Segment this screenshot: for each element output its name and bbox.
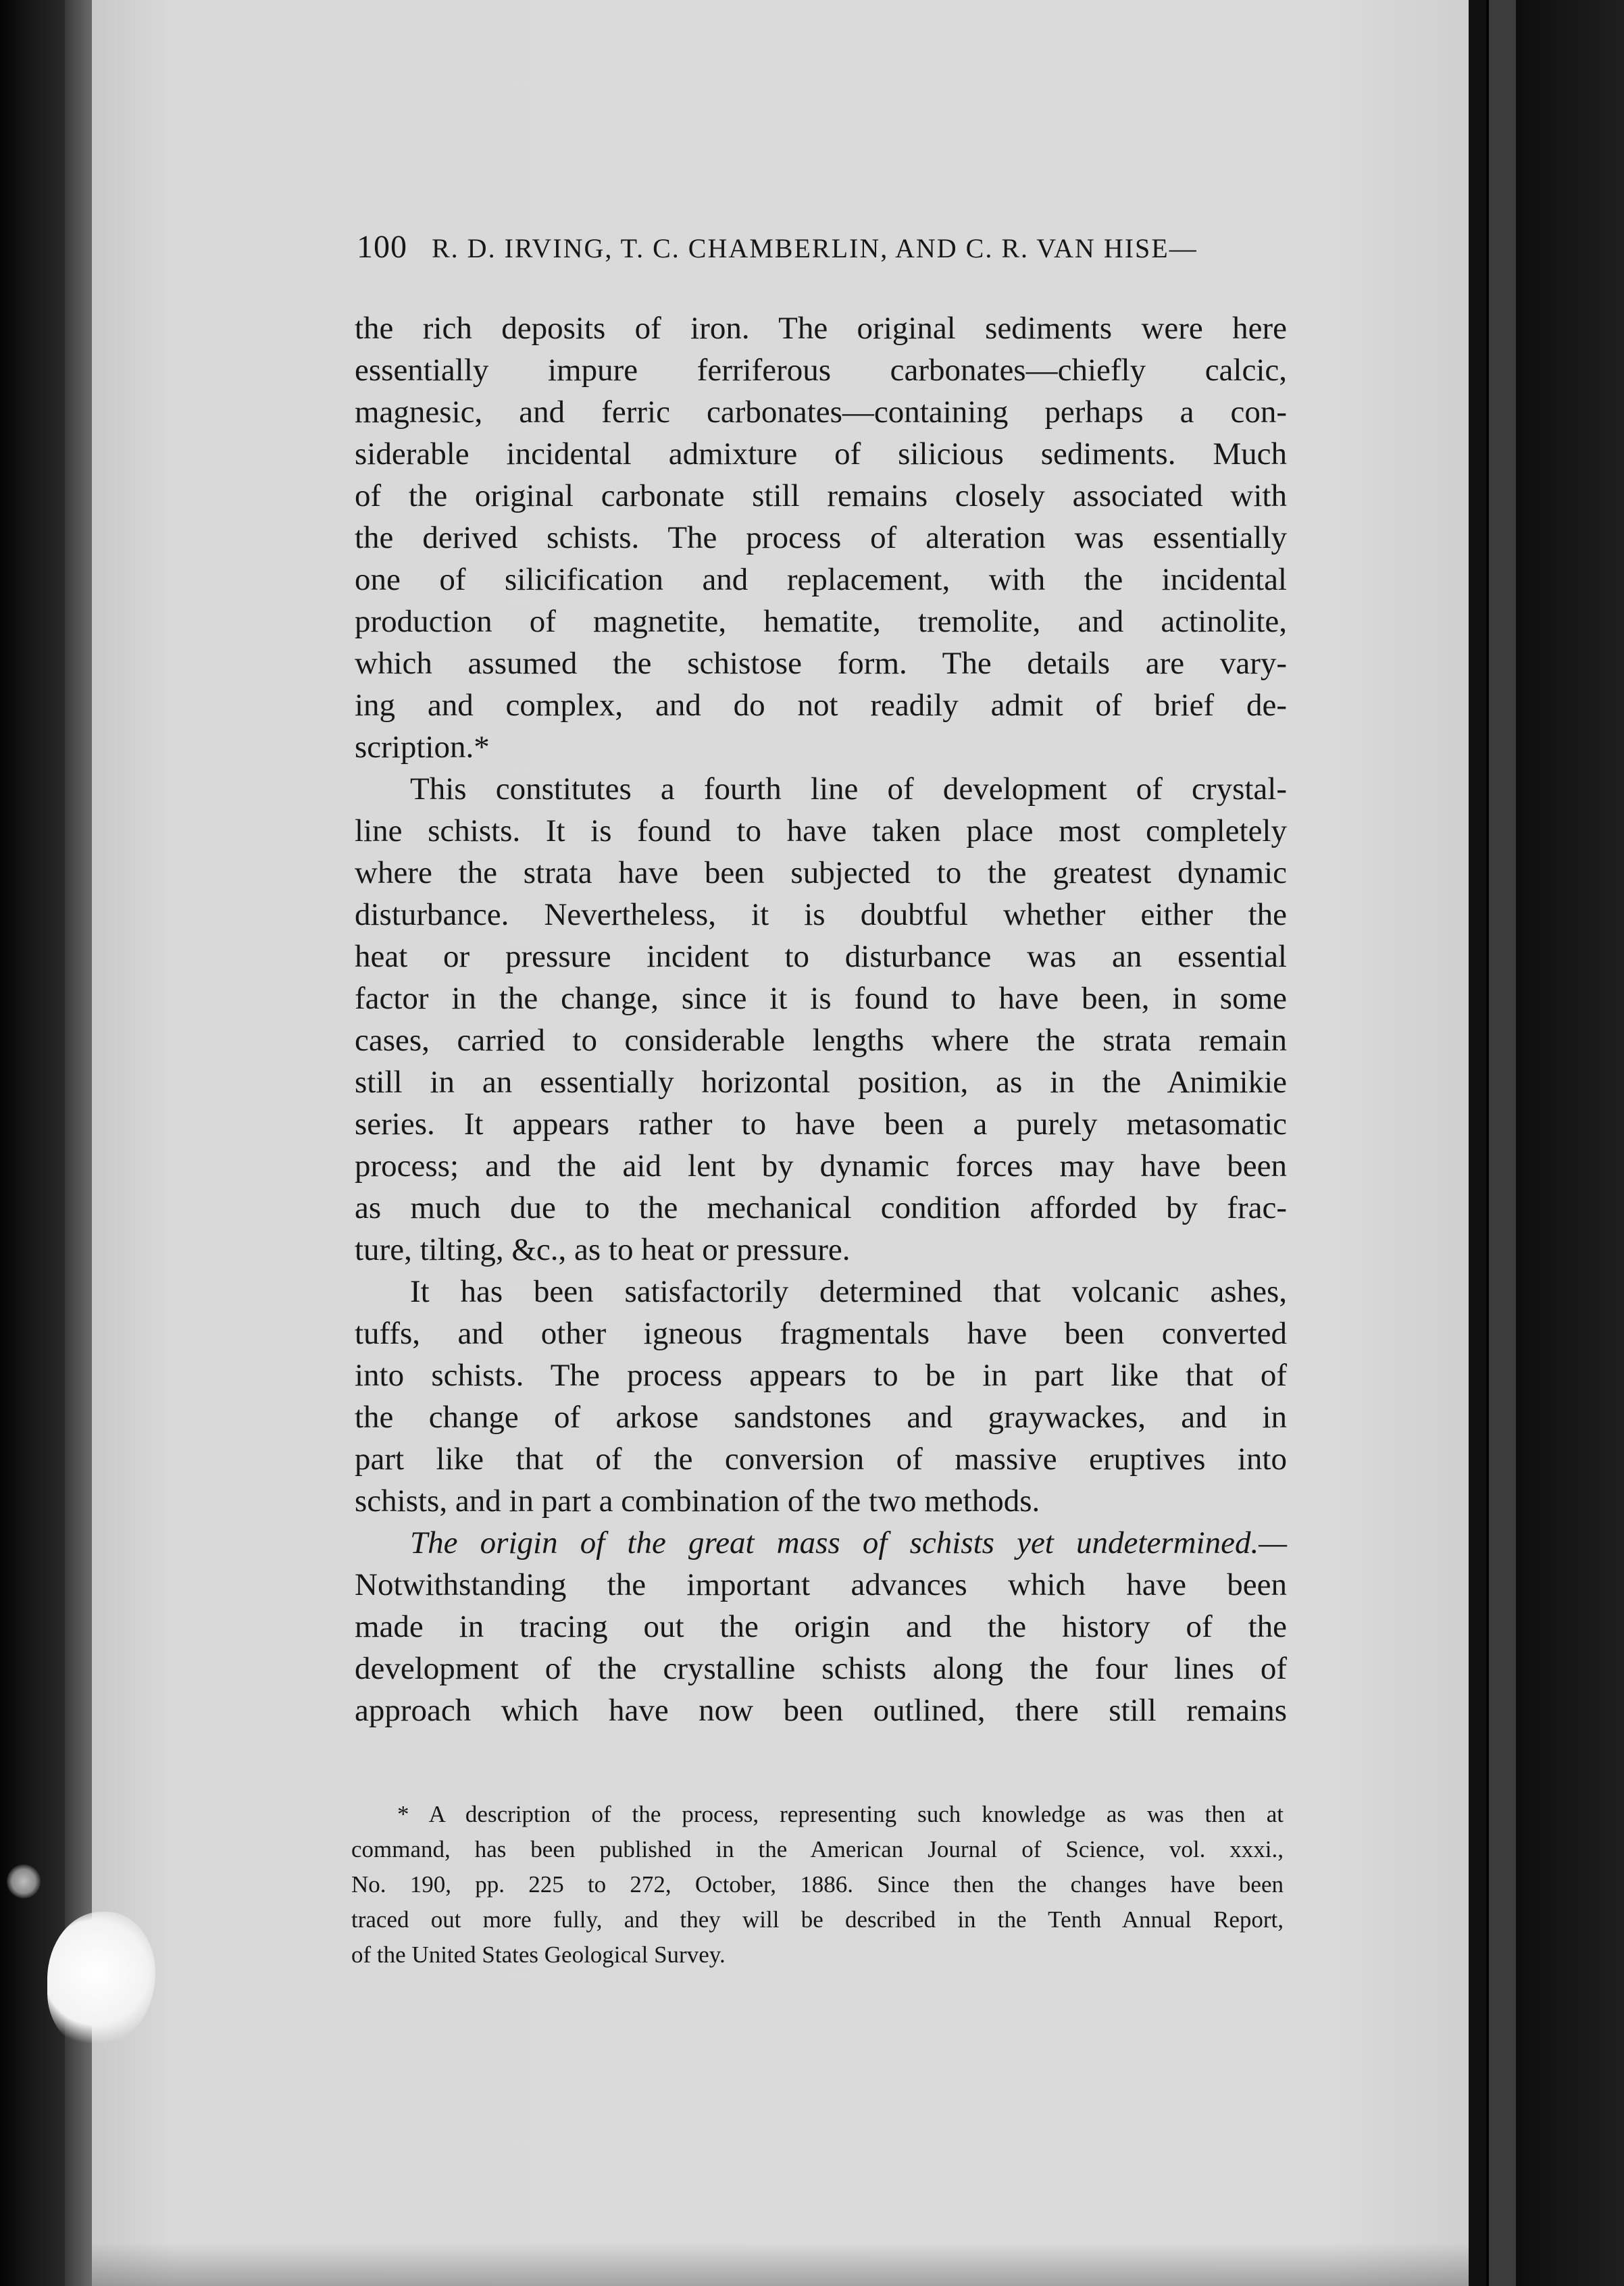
footnote-line: traced out more fully, and they will be described in the Tenth Annual Report, <box>351 1906 1284 1933</box>
text-line: heat or pressure incident to disturbance was an essential <box>355 939 1287 974</box>
page-bottom-shadow <box>92 2243 1469 2286</box>
text-line: one of silicification and replacement, with the incidental <box>355 562 1287 597</box>
body-text <box>355 307 1287 1731</box>
text-line: made in tracing out the origin and the history of the <box>355 1609 1287 1644</box>
page-number: 100 <box>357 229 407 265</box>
text-line: disturbance. Nevertheless, it is doubtful whether either the <box>355 897 1287 932</box>
text-line: This constitutes a fourth line of development of crystal- <box>410 771 1287 807</box>
text-line: where the strata have been subjected to the greatest dynamic <box>355 855 1287 890</box>
text-line: still in an essentially horizontal position, as in the Animikie <box>355 1065 1287 1100</box>
text-line: siderable incidental admixture of silicious sediments. Much <box>355 436 1287 472</box>
footnote-line: of the United States Geological Survey. <box>351 1941 726 1968</box>
text-line: Notwithstanding the important advances which have been <box>355 1567 1287 1602</box>
text-line: the derived schists. The process of alteration was essentially <box>355 520 1287 555</box>
text-line: into schists. The process appears to be in part like that of <box>355 1358 1287 1393</box>
footnote-line: No. 190, pp. 225 to 272, October, 1886. Since then the changes have been <box>351 1871 1284 1898</box>
text-line: ing and complex, and do not readily admit of brief de- <box>355 688 1287 723</box>
text-line: schists, and in part a combination of the two methods. <box>355 1483 1040 1519</box>
text-line: of the original carbonate still remains closely associated with <box>355 478 1287 513</box>
text-line: factor in the change, since it is found to have been, in some <box>355 981 1287 1016</box>
section-heading: The origin of the great mass of schists yet undetermined.— <box>410 1525 1287 1560</box>
footnote <box>351 1797 1284 1973</box>
text-line: series. It appears rather to have been a purely metasomatic <box>355 1107 1287 1142</box>
text-line: the rich deposits of iron. The original sediments were here <box>355 311 1287 346</box>
text-line: It has been satisfactorily determined that volcanic ashes, <box>410 1274 1287 1309</box>
text-line: tuffs, and other igneous fragmentals have been converted <box>355 1316 1287 1351</box>
text-line: development of the crystalline schists along the four lines of <box>355 1651 1287 1686</box>
text-line: which assumed the schistose form. The details are vary- <box>355 646 1287 681</box>
text-line: line schists. It is found to have taken place most completely <box>355 813 1287 848</box>
text-line: ture, tilting, &c., as to heat or pressure. <box>355 1232 851 1267</box>
footnote-line: command, has been published in the American Journal of Science, vol. xxxi., <box>351 1836 1284 1862</box>
text-line: essentially impure ferriferous carbonates—chiefly calcic, <box>355 353 1287 388</box>
running-title: R. D. IRVING, T. C. CHAMBERLIN, AND C. R. VAN HISE— <box>432 233 1198 263</box>
adjacent-page-sheet <box>1489 0 1516 2286</box>
text-line: magnesic, and ferric carbonates—containing perhaps a con- <box>355 395 1287 430</box>
text-line: part like that of the conversion of massive eruptives into <box>355 1442 1287 1477</box>
text-line: approach which have now been outlined, there still remains <box>355 1693 1287 1728</box>
footnote-line: * A description of the process, representing such knowledge as was then at <box>397 1801 1284 1827</box>
running-header <box>357 228 1289 265</box>
text-line: scription.* <box>355 730 490 765</box>
text-line: as much due to the mechanical condition afforded by frac- <box>355 1190 1287 1225</box>
text-line: process; and the aid lent by dynamic forces may have been <box>355 1148 1287 1184</box>
text-line: cases, carried to considerable lengths where the strata remain <box>355 1023 1287 1058</box>
text-line: production of magnetite, hematite, tremolite, and actinolite, <box>355 604 1287 639</box>
text-line: the change of arkose sandstones and graywackes, and in <box>355 1400 1287 1435</box>
scan-speckle <box>7 1864 41 1898</box>
